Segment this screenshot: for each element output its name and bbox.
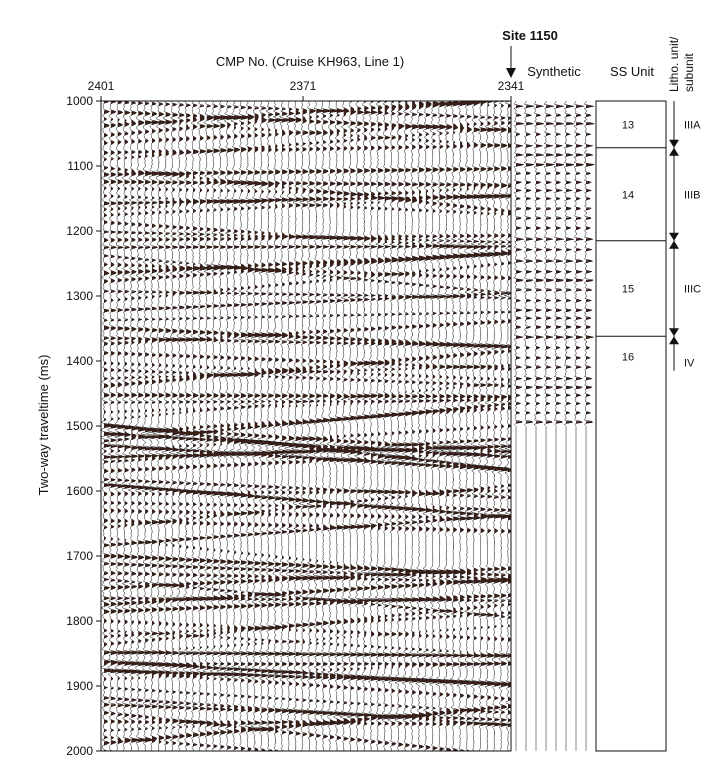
boundary-triangle-icon: [669, 336, 679, 344]
wiggle-trace: [456, 101, 474, 751]
y-tick-label: 1800: [66, 614, 93, 628]
wiggle-trace: [409, 101, 427, 751]
litho-unit-IV-label: IV: [684, 357, 695, 370]
wiggle-trace: [554, 101, 564, 426]
site-arrow-icon: [506, 46, 516, 78]
y-tick-label: 1400: [66, 354, 93, 368]
ss-unit-14-label: 14: [621, 189, 635, 202]
wiggle-fill: [536, 105, 544, 424]
y-axis-title: Two-way traveltime (ms): [36, 354, 51, 496]
synthetic-seismogram: [514, 101, 595, 751]
litho-unit-label-line2: subunit: [682, 53, 696, 92]
boundary-triangle-icon: [669, 241, 679, 249]
wiggle-trace: [584, 101, 595, 426]
ss-units: [596, 119, 666, 363]
wiggle-trace: [514, 101, 525, 426]
cmp-axis-title: CMP No. (Cruise KH963, Line 1): [215, 54, 405, 69]
y-tick-labels: [66, 94, 93, 758]
boundary-triangle-icon: [669, 148, 679, 156]
wiggle-fill: [556, 102, 564, 424]
wiggle-fill: [516, 105, 524, 423]
y-tick-label: 2000: [66, 744, 93, 758]
wiggle-fill: [125, 101, 137, 744]
site-label: Site 1150: [502, 28, 558, 43]
wiggle-fill: [566, 101, 574, 424]
y-tick-label: 1600: [66, 484, 93, 498]
y-tick-label: 1300: [66, 289, 93, 303]
wiggle-trace: [464, 101, 480, 751]
ss-unit-16-label: 16: [621, 351, 635, 364]
ss-unit-label: SS Unit: [609, 64, 655, 79]
boundary-triangle-icon: [669, 233, 679, 241]
wiggle-trace: [416, 101, 435, 751]
boundary-triangle-icon: [669, 328, 679, 336]
wiggle-trace: [534, 101, 544, 426]
litho-unit-IIIC-label: IIIC: [684, 283, 702, 296]
wiggle-trace: [434, 101, 454, 751]
y-tick-label: 1100: [67, 159, 93, 173]
x-tick-label: 2371: [289, 79, 317, 93]
wiggle-trace: [544, 101, 555, 426]
y-tick-label: 1000: [66, 94, 93, 108]
y-tick-label: 1700: [66, 549, 93, 563]
litho-unit-IIIB-label: IIIB: [684, 189, 701, 202]
boundary-triangle-icon: [669, 140, 679, 148]
seismic-section: [101, 101, 511, 751]
wiggle-trace: [574, 101, 584, 426]
wiggle-trace: [524, 101, 534, 426]
ss-unit-13-label: 13: [621, 119, 635, 132]
litho-unit-IIIA-label: IIIA: [684, 119, 701, 132]
wiggle-trace: [471, 101, 486, 751]
litho-units: [669, 101, 701, 371]
wiggle-fill: [526, 102, 534, 423]
wiggle-fill: [576, 101, 584, 424]
x-tick-label: 2401: [87, 79, 115, 93]
wiggle-fill: [546, 102, 554, 424]
wiggle-trace: [429, 101, 447, 751]
y-tick-label: 1900: [66, 679, 93, 693]
ss-unit-15-label: 15: [621, 283, 635, 296]
synthetic-label: Synthetic: [527, 64, 581, 79]
y-tick-label: 1200: [66, 224, 93, 238]
x-tick-label: 2341: [497, 79, 525, 93]
litho-unit-label-line1: Litho. unit/: [667, 36, 681, 92]
y-tick-label: 1500: [66, 419, 93, 433]
wiggle-trace: [564, 101, 574, 426]
